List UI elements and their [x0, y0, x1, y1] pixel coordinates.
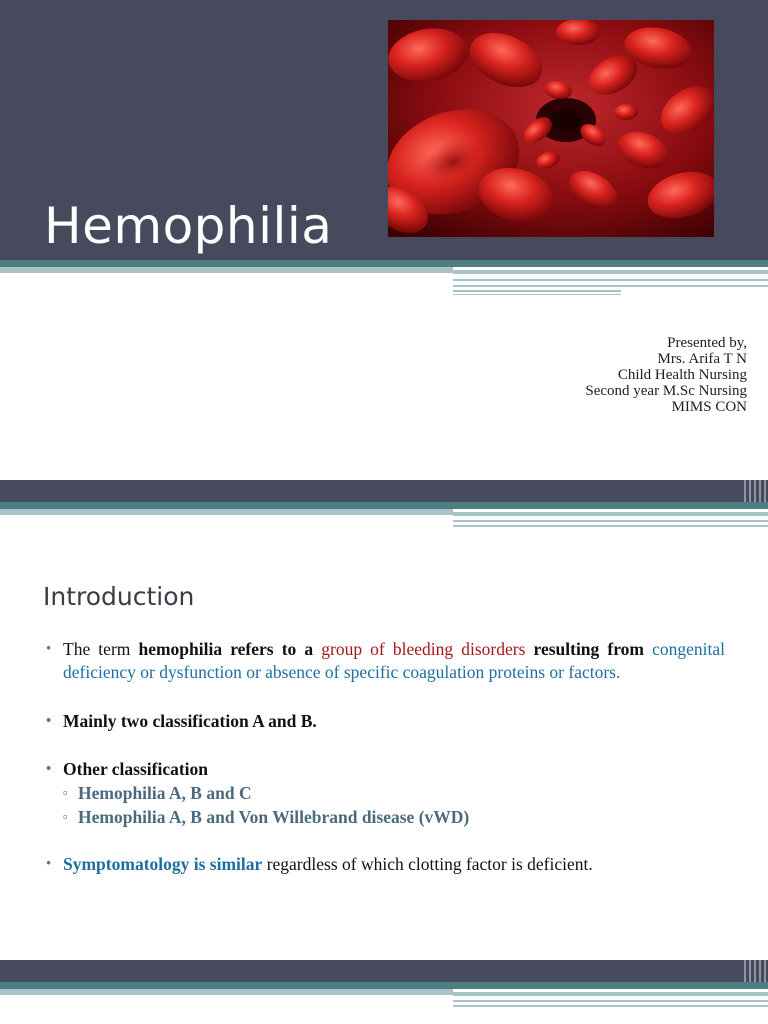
bullet-dot: •: [46, 641, 52, 657]
presentation-title: Hemophilia: [44, 197, 333, 255]
bullet-symptomatology: [46, 853, 725, 876]
footer-band: [0, 960, 768, 982]
presenter-line: MIMS CON: [671, 399, 747, 415]
bullet-definition: [46, 638, 725, 684]
light-stripe: [453, 294, 621, 295]
light-stripe: [0, 509, 453, 515]
blood-cells-image: [388, 20, 714, 237]
teal-stripe: [0, 260, 768, 267]
presenter-info: [585, 335, 747, 415]
highlight-blue: congenital deficiency or dysfunction or absence of specific coagulation proteins or factors: [63, 639, 725, 682]
light-stripe: [0, 989, 453, 995]
light-stripe: [453, 1000, 768, 1002]
text-run: regardless of which clotting factor is deficient.: [262, 854, 593, 874]
highlight-blue: Symptomatology is similar: [63, 854, 263, 874]
text-run: resulting from: [525, 639, 653, 659]
text-run: .: [616, 662, 621, 682]
presenter-line: Mrs. Arifa T N: [657, 351, 747, 367]
light-stripe: [453, 279, 768, 281]
bullet-dot: •: [46, 761, 52, 777]
text-run: Other classification: [63, 759, 209, 779]
presenter-line: Second year M.Sc Nursing: [585, 383, 747, 399]
title-slide: [0, 0, 768, 480]
introduction-slide: [0, 480, 768, 1024]
text-run: hemophilia refers to a: [138, 639, 322, 659]
sub-bullet: [46, 781, 725, 805]
presenter-line: Child Health Nursing: [617, 367, 747, 383]
top-band: [0, 480, 768, 502]
text-run: Mainly two classification A and B.: [63, 711, 317, 731]
light-stripe: [453, 525, 768, 527]
light-stripe: [453, 512, 768, 516]
light-stripe: [453, 1005, 768, 1007]
bullet-other-classification: [46, 758, 725, 781]
light-stripe: [453, 290, 621, 292]
sub-bullet: [46, 805, 725, 829]
light-stripe: [453, 992, 768, 996]
square-bullet-icon: ▫: [63, 809, 68, 824]
slide-title: Introduction: [43, 582, 195, 611]
light-stripe: [0, 267, 453, 273]
slide-content: [46, 638, 725, 876]
square-bullet-icon: ▫: [63, 785, 68, 800]
light-stripe: [453, 270, 768, 274]
highlight-red: group of bleeding disorders: [321, 639, 526, 659]
text-run: Hemophilia A, B and C: [78, 783, 252, 803]
teal-stripe: [0, 982, 768, 989]
presenter-line: Presented by,: [667, 335, 747, 351]
bullet-classification: [46, 710, 725, 733]
band-edge-lines: [744, 960, 768, 982]
bullet-dot: •: [46, 713, 52, 729]
blood-cells-illustration: [388, 20, 714, 237]
teal-stripe: [0, 502, 768, 509]
text-run: Hemophilia A, B and Von Willebrand disease (vWD): [78, 807, 470, 827]
bullet-dot: •: [46, 856, 52, 872]
light-stripe: [453, 285, 768, 287]
text-run: The term: [63, 639, 139, 659]
light-stripe: [453, 520, 768, 522]
band-edge-lines: [744, 480, 768, 502]
